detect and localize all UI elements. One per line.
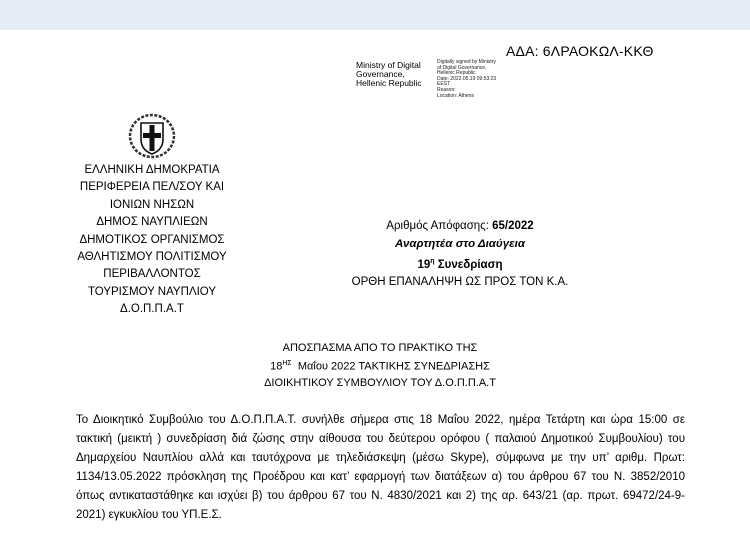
decision-number bbox=[330, 218, 590, 236]
correction-note: ΟΡΘΗ ΕΠΑΝΑΛΗΨΗ ΩΣ ΠΡΟΣ ΤΟΝ Κ.Α. bbox=[351, 276, 569, 289]
issuer-line: ΠΕΡΙΦΕΡΕΙΑ ΠΕΛ/ΣΟΥ ΚΑΙ bbox=[79, 181, 225, 194]
session-number: $19^\eta$ Συνεδρίαση bbox=[417, 258, 503, 271]
issuer-line: ΔΗΜΟΣ ΝΑΥΠΛΙΕΩΝ bbox=[96, 216, 208, 229]
decision-number-value: 65/2022 bbox=[492, 220, 534, 232]
issuer-line: ΤΟΥΡΙΣΜΟΥ ΝΑΥΠΛΙΟΥ bbox=[87, 285, 217, 298]
issuer-line: ΠΕΡΙΒΑΛΛΟΝΤΟΣ bbox=[103, 268, 201, 281]
signature-org-line: Governance, bbox=[356, 69, 405, 79]
signature-org-line: Ministry of Digital bbox=[356, 60, 421, 70]
body-paragraph: Το Διοικητικό Συμβούλιο του Δ.Ο.Π.Π.Α.Τ. συνήλθε σήμερα στις 18 Μαΐου 2022, ημέρα Τετάρτη και ώρα 15:00 σε τακτική (μεικτή ) συνεδρίαση διά ζώσης στην αίθουσα του δεύτερου ορόφου ( παλαιού Δημοτικού Συμβουλίου) του Δημαρχείου Ναυπλίου αλλά και ταυτόχρονα με τηλεδιάσκεψη (μέσω Skype), σύμφωνα με την υπ’ αριθμ. Πρωτ: 1134/13.05.2022 πρόσκληση της Προέδρου και κατ’ εφαρμογή των διατάξεων α) του άρθρου 67 του Ν. 3852/2010 όπως αντικαταστάθηκε και ισχύει β) του άρθρου 67 του Ν. 4830/2021 και 2) της αρ. 643/21 (αρ. πρωτ. 69472/24-9-2021) εγκυκλίου του ΥΠ.Ε.Σ. bbox=[76, 414, 685, 521]
signature-detail-line: of Digital Governance, bbox=[437, 64, 487, 71]
issuer-line: ΑΘΛΗΤΙΣΜΟΥ ΠΟΛΙΤΙΣΜΟΥ bbox=[77, 251, 227, 264]
document-title bbox=[230, 340, 530, 391]
issuer-line: Δ.Ο.Π.Π.Α.Τ bbox=[120, 303, 184, 316]
signature-detail-line: Digitally signed by Ministry bbox=[437, 59, 496, 65]
signature-details bbox=[437, 60, 496, 99]
signature-detail-line: Hellenic Republic bbox=[437, 70, 476, 77]
decision-number-label: Αριθμός Απόφασης: bbox=[386, 220, 489, 232]
ada-code: ΑΔΑ: 6ΛΡΑΟΚΩΛ-ΚΚΘ bbox=[506, 43, 654, 59]
issuer-line: ΔΗΜΟΤΙΚΟΣ ΟΡΓΑΝΙΣΜΟΣ bbox=[79, 233, 225, 246]
hellenic-emblem-icon bbox=[126, 112, 178, 160]
issuer-line: ΕΛΛΗΝΙΚΗ ΔΗΜΟΚΡΑΤΙΑ bbox=[84, 164, 220, 176]
title-line: ΑΠΟΣΠΑΣΜΑ ΑΠΟ ΤΟ ΠΡΑΚΤΙΚΟ ΤΗΣ bbox=[282, 342, 478, 354]
signature-detail-line: Date: 2022.05.19 09:53:23 bbox=[437, 75, 497, 82]
posting-note: Αναρτητέα στο Διαύγεια bbox=[395, 237, 525, 250]
issuer-header bbox=[62, 162, 242, 319]
decision-info bbox=[330, 218, 590, 292]
signature-org bbox=[356, 61, 422, 88]
top-band bbox=[0, 0, 750, 30]
signature-detail-line: EEST bbox=[437, 81, 451, 88]
title-line: $18^{H\Sigma}$ Μαΐου 2022 ΤΑΚΤΙΚΗΣ ΣΥΝΕΔΡΙΑΣΗΣ bbox=[270, 360, 490, 373]
title-line: ΔΙΟΙΚΗΤΙΚΟΥ ΣΥΜΒΟΥΛΙΟΥ ΤΟΥ Δ.Ο.Π.Π.Α.Τ bbox=[264, 376, 496, 389]
signature-detail-line: Reason: bbox=[437, 86, 456, 93]
signature-org-line: Hellenic Republic bbox=[356, 78, 422, 88]
signature-detail-line: Location: Athens bbox=[437, 92, 474, 99]
issuer-line: ΙΟΝΙΩΝ ΝΗΣΩΝ bbox=[109, 198, 195, 211]
